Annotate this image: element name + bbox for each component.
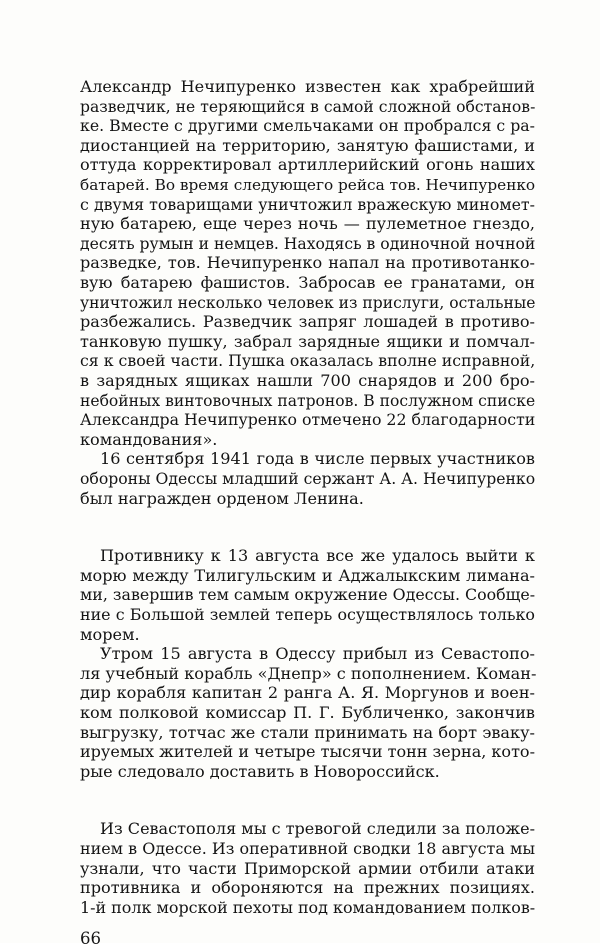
text-line: узнали, что части Приморской армии отбили атаки: [80, 859, 535, 878]
text-line: противника и обороняются на прежних позициях.: [80, 878, 535, 897]
text-line: ние с Большой землей теперь осуществлялось только: [80, 605, 535, 624]
text-line: ся к своей части. Пушка оказалась вполне исправной,: [80, 351, 536, 370]
text-line: оттуда корректировал артиллерийский огонь наших: [80, 155, 535, 174]
text-line: был награжден орденом Ленина.: [80, 489, 364, 508]
text-line: Александра Нечипуренко отмечено 22 благодарности: [80, 410, 536, 429]
text-line: рые следовало доставить в Новороссийск.: [80, 762, 440, 781]
text-line: разведчик, не теряющийся в самой сложной обстанов-: [80, 98, 536, 116]
text-line: морю между Тилигульским и Аджалыкским лимана-: [80, 566, 535, 585]
page-number: 66: [80, 929, 101, 948]
text-line: ную батарею, еще через ночь — пулеметное гнездо,: [80, 214, 535, 233]
text-line: выгрузку, тотчас же стали принимать на борт эваку-: [80, 723, 535, 742]
text-line: уничтожил несколько человек из прислуги, остальные: [80, 294, 536, 312]
text-line: морем.: [80, 625, 140, 644]
text-line: разведке, тов. Нечипуренко напал на противотанко-: [80, 253, 535, 272]
text-line: ком полковой комиссар П. Г. Бубличенко, закончив: [80, 703, 535, 722]
text-line: командования».: [80, 430, 218, 449]
text-line: батарей. Во время следующего рейса тов. Нечипуренко: [80, 176, 536, 194]
paragraph-first-line: Противнику к 13 августа все же удалось выйти к: [100, 546, 535, 565]
text-line: Александр Нечипуренко известен как храбрейший: [80, 77, 535, 96]
text-line: в зарядных ящиках нашли 700 снарядов и 200 бро-: [80, 371, 535, 390]
text-line: ке. Вместе с другими смельчаками он пробрался с ра-: [80, 116, 535, 135]
text-line: разбежались. Разведчик запряг лошадей в противо-: [80, 312, 535, 331]
text-line: ля учебный корабль «Днепр» с пополнением. Коман-: [80, 664, 537, 683]
paragraph-first-line: 16 сентября 1941 года в числе первых участников: [100, 449, 535, 468]
text-line: 1-й полк морской пехоты под командованием полков-: [80, 898, 536, 917]
paragraph-first-line: Из Севастополя мы с тревогой следили за положе-: [100, 819, 535, 838]
text-line: с двумя товарищами уничтожил вражескую миномет-: [80, 195, 535, 214]
text-line: ируемых жителей и четыре тысячи тонн зерна, кото-: [80, 742, 535, 761]
text-line: ми, завершив тем самым окружение Одессы. Сообще-: [80, 585, 536, 604]
text-line: вую батарею фашистов. Забросав ее гранатами, он: [80, 273, 535, 292]
text-line: обороны Одессы младший сержант А. А. Нечипуренко: [80, 469, 536, 488]
text-line: нием в Одессе. Из оперативной сводки 18 августа мы: [80, 839, 535, 858]
text-line: дир корабля капитан 2 ранга А. Я. Моргунов и воен-: [80, 683, 535, 702]
text-line: танковую пушку, забрал зарядные ящики и помчал-: [80, 332, 535, 351]
text-line: диостанцией на территорию, занятую фашистами, и: [80, 136, 535, 155]
text-line: десять румын и немцев. Находясь в одиночной ночной: [80, 235, 536, 253]
paragraph-first-line: Утром 15 августа в Одессу прибыл из Севастопо-: [100, 644, 535, 663]
text-line: небойных винтовочных патронов. В послужном списке: [80, 392, 536, 410]
